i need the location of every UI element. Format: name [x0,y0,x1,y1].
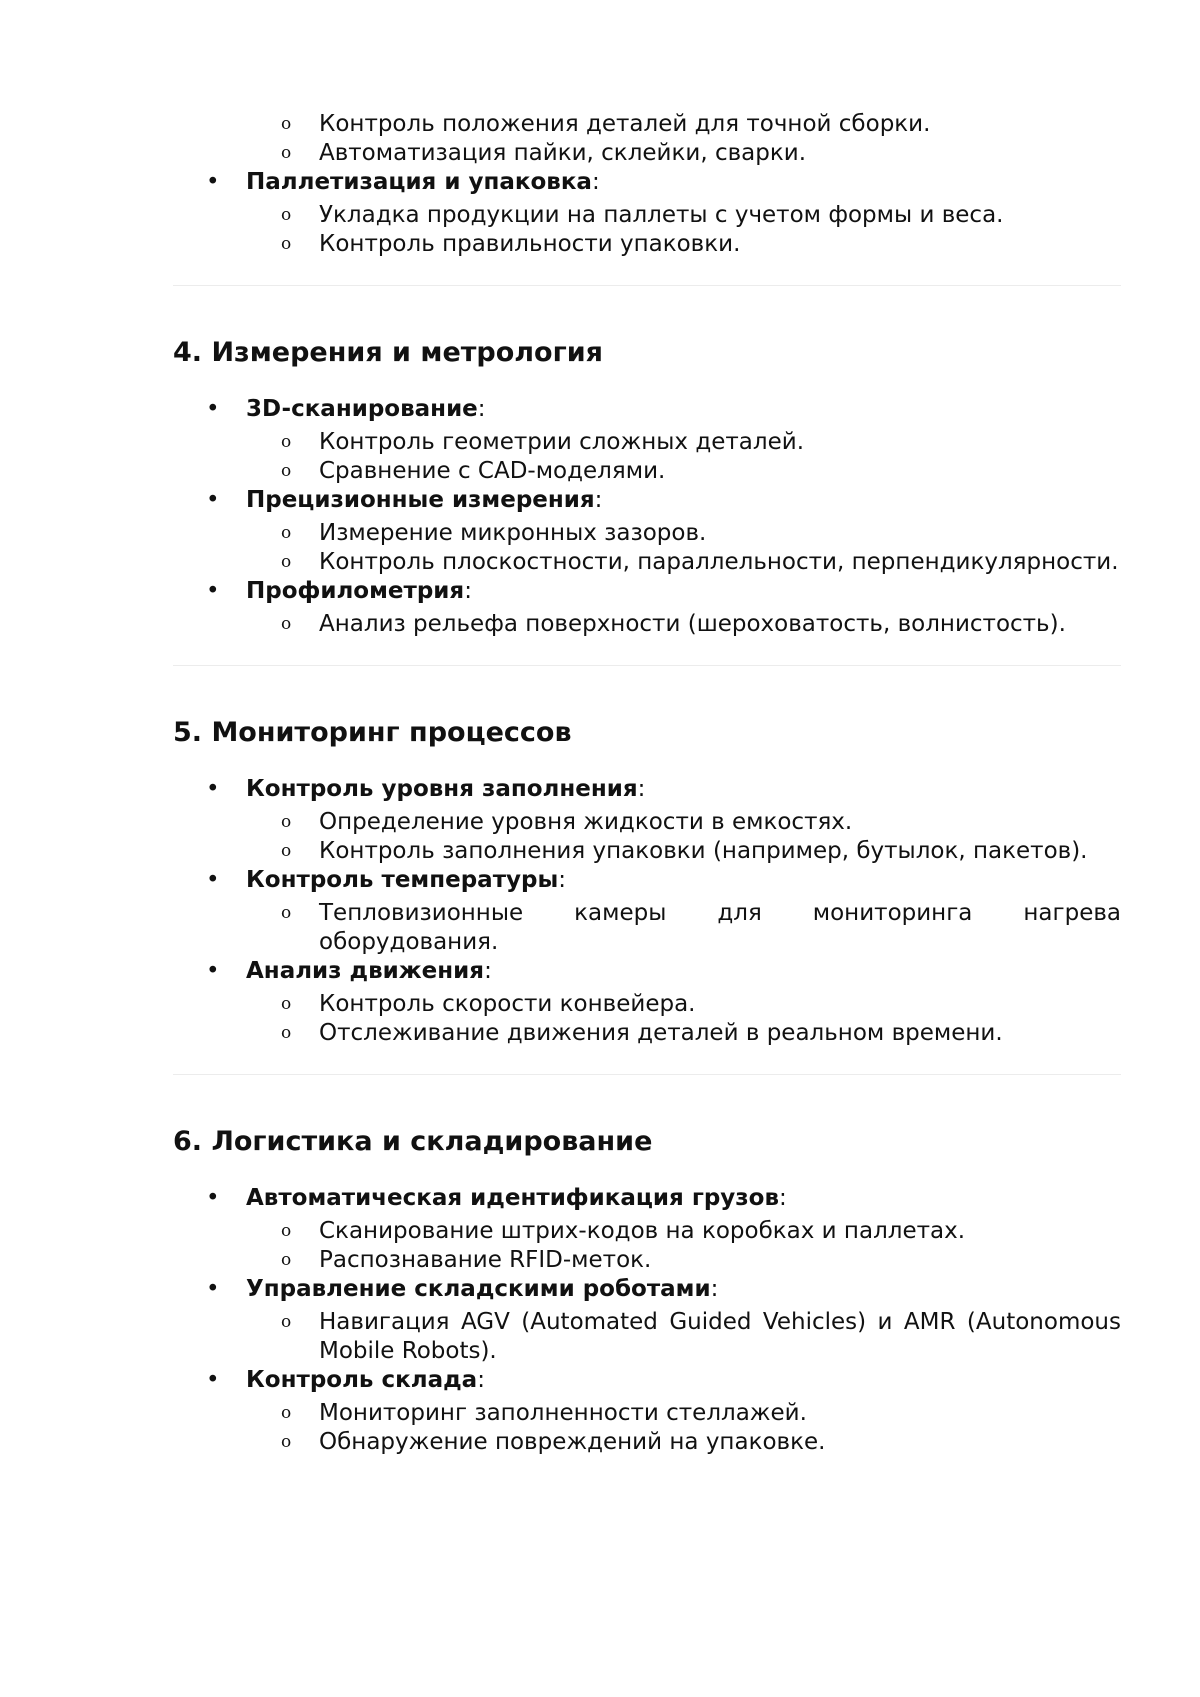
circle-bullet-icon: o [281,1023,292,1043]
group-title: • Профилометрия: [173,577,1121,606]
sublist [173,197,1121,259]
list-item: o Сканирование штрих-кодов на коробках и паллетах. [173,1217,1121,1246]
circle-bullet-icon: o [281,903,292,923]
list-item: o Тепловизионные камеры для мониторинга нагрева оборудования. [173,899,1121,957]
sublist [173,1304,1121,1366]
list-item: o Измерение микронных зазоров. [173,519,1121,548]
bullet-icon: • [206,1367,220,1393]
group-title: • Автоматическая идентификация грузов: [173,1184,1121,1213]
circle-bullet-icon: o [281,1250,292,1270]
list-item: o Отслеживание движения деталей в реальном времени. [173,1019,1121,1048]
section-heading: 6. Логистика и складирование [173,1126,653,1157]
circle-bullet-icon: o [281,523,292,543]
bullet-icon: • [206,1276,220,1302]
list-item: o Навигация AGV (Automated Guided Vehicles) и AMR (Autonomous Mobile Robots). [173,1308,1121,1366]
circle-bullet-icon: o [281,1432,292,1452]
sublist [173,1395,1121,1457]
intro-sublist [173,110,1121,168]
circle-bullet-icon: o [281,812,292,832]
list-item: o Распознавание RFID-меток. [173,1246,1121,1275]
circle-bullet-icon: o [281,841,292,861]
list-item: o Контроль скорости конвейера. [173,990,1121,1019]
list-item: o Контроль заполнения упаковки (например, бутылок, пакетов). [173,837,1121,866]
bullet-icon: • [206,776,220,802]
bullet-icon: • [206,169,220,195]
sublist [173,986,1121,1048]
list-item: o Мониторинг заполненности стеллажей. [173,1399,1121,1428]
bullet-icon: • [206,578,220,604]
list-item: o Контроль плоскостности, параллельности, перпендикулярности. [173,548,1121,577]
bullet-icon: • [206,487,220,513]
circle-bullet-icon: o [281,234,292,254]
list-item: o Контроль положения деталей для точной сборки. [173,110,1121,139]
group-title: • 3D-сканирование: [173,395,1121,424]
group-title: • Контроль уровня заполнения: [173,775,1121,804]
circle-bullet-icon: o [281,461,292,481]
sublist [173,606,1121,639]
list-item: o Укладка продукции на паллеты с учетом формы и веса. [173,201,1121,230]
bullet-icon: • [206,1185,220,1211]
list-item: o Контроль правильности упаковки. [173,230,1121,259]
circle-bullet-icon: o [281,1403,292,1423]
circle-bullet-icon: o [281,552,292,572]
list-item: o Обнаружение повреждений на упаковке. [173,1428,1121,1457]
bullet-icon: • [206,396,220,422]
circle-bullet-icon: o [281,1221,292,1241]
circle-bullet-icon: o [281,114,292,134]
group-title: • Управление складскими роботами: [173,1275,1121,1304]
bullet-icon: • [206,867,220,893]
section-heading: 5. Мониторинг процессов [173,717,572,748]
bullet-icon: • [206,958,220,984]
group-title: • Прецизионные измерения: [173,486,1121,515]
circle-bullet-icon: o [281,205,292,225]
list-item: o Сравнение с CAD-моделями. [173,457,1121,486]
list-item: o Определение уровня жидкости в емкостях. [173,808,1121,837]
sublist [173,424,1121,486]
sublist [173,1213,1121,1275]
list-item: o Контроль геометрии сложных деталей. [173,428,1121,457]
document-page [173,110,1121,1457]
group-title: • Паллетизация и упаковка: [173,168,1121,197]
sublist [173,804,1121,866]
sublist [173,515,1121,577]
sublist [173,895,1121,957]
circle-bullet-icon: o [281,432,292,452]
group-title: • Контроль склада: [173,1366,1121,1395]
circle-bullet-icon: o [281,614,292,634]
list-item: o Анализ рельефа поверхности (шероховатость, волнистость). [173,610,1121,639]
circle-bullet-icon: o [281,994,292,1014]
group-title: • Анализ движения: [173,957,1121,986]
group-title: • Контроль температуры: [173,866,1121,895]
list-item: o Автоматизация пайки, склейки, сварки. [173,139,1121,168]
circle-bullet-icon: o [281,143,292,163]
circle-bullet-icon: o [281,1312,292,1332]
section-heading: 4. Измерения и метрология [173,337,603,368]
